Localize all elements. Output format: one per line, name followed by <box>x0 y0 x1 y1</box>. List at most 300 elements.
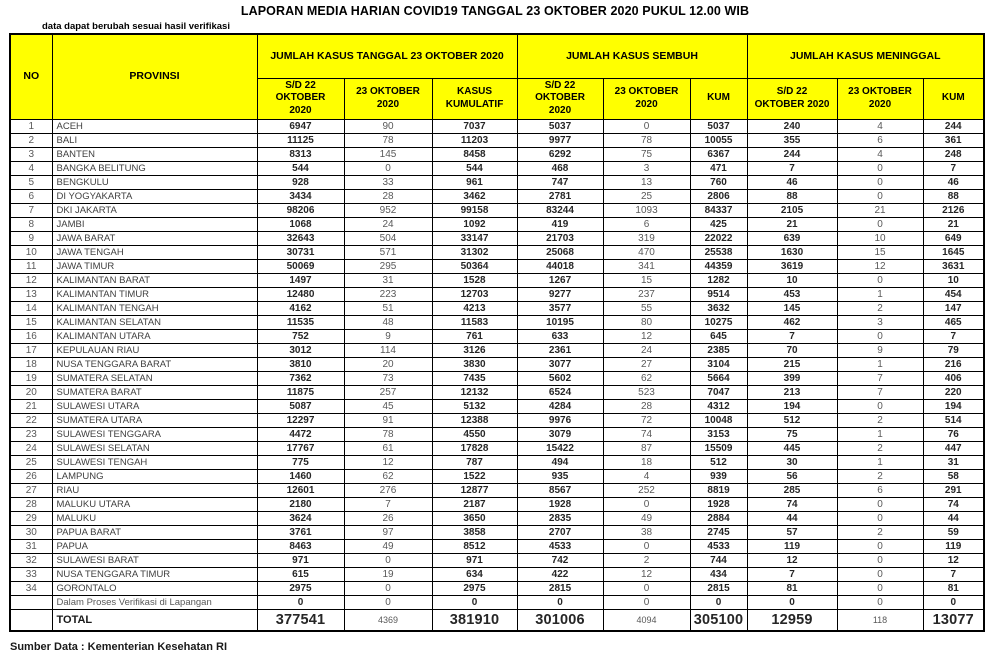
value-cell: 0 <box>690 595 747 609</box>
value-cell: 4312 <box>690 399 747 413</box>
value-cell: 761 <box>432 329 517 343</box>
province-cell: KALIMANTAN TIMUR <box>52 287 257 301</box>
value-cell: 74 <box>603 427 690 441</box>
value-cell: 147 <box>923 301 984 315</box>
value-cell: 285 <box>747 483 837 497</box>
value-cell: 465 <box>923 315 984 329</box>
value-cell: 44018 <box>517 259 603 273</box>
value-cell: 21703 <box>517 231 603 245</box>
province-cell: SULAWESI UTARA <box>52 399 257 413</box>
value-cell: 7 <box>837 385 923 399</box>
value-cell: 2815 <box>690 581 747 595</box>
value-cell: 9 <box>837 343 923 357</box>
value-cell: 7037 <box>432 119 517 133</box>
no-cell: 5 <box>10 175 52 189</box>
value-cell: 59 <box>923 525 984 539</box>
value-cell: 512 <box>690 455 747 469</box>
page-title: LAPORAN MEDIA HARIAN COVID19 TANGGAL 23 OKTOBER 2020 PUKUL 12.00 WIB <box>240 4 750 18</box>
province-cell: KALIMANTAN UTARA <box>52 329 257 343</box>
value-cell: 4162 <box>257 301 344 315</box>
value-cell: 10275 <box>690 315 747 329</box>
value-cell: 2 <box>837 469 923 483</box>
value-cell: 1928 <box>690 497 747 511</box>
value-cell: 216 <box>923 357 984 371</box>
province-row <box>10 301 984 315</box>
value-cell: 4550 <box>432 427 517 441</box>
value-cell: 775 <box>257 455 344 469</box>
value-cell: 1 <box>837 357 923 371</box>
province-row <box>10 329 984 343</box>
value-cell: 341 <box>603 259 690 273</box>
value-cell: 11203 <box>432 133 517 147</box>
value-cell: 215 <box>747 357 837 371</box>
subheader-meninggal-hari: 23 OKTOBER 2020 <box>837 78 923 119</box>
no-cell: 3 <box>10 147 52 161</box>
province-row <box>10 497 984 511</box>
value-cell: 25068 <box>517 245 603 259</box>
value-cell: 62 <box>344 469 432 483</box>
value-cell: 5664 <box>690 371 747 385</box>
value-cell: 5037 <box>517 119 603 133</box>
province-row <box>10 581 984 595</box>
value-cell: 2707 <box>517 525 603 539</box>
value-cell: 4533 <box>517 539 603 553</box>
value-cell: 4 <box>837 147 923 161</box>
value-cell: 645 <box>690 329 747 343</box>
value-cell: 70 <box>747 343 837 357</box>
value-cell: 38 <box>603 525 690 539</box>
value-cell: 30731 <box>257 245 344 259</box>
value-cell: 787 <box>432 455 517 469</box>
value-cell: 752 <box>257 329 344 343</box>
no-cell: 19 <box>10 371 52 385</box>
value-cell: 0 <box>603 595 690 609</box>
value-cell: 7362 <box>257 371 344 385</box>
value-cell: 12 <box>344 455 432 469</box>
value-cell: 381910 <box>432 609 517 631</box>
province-row <box>10 161 984 175</box>
province-row <box>10 175 984 189</box>
value-cell: 453 <box>747 287 837 301</box>
province-cell: BANGKA BELITUNG <box>52 161 257 175</box>
value-cell: 1068 <box>257 217 344 231</box>
value-cell: 10 <box>923 273 984 287</box>
value-cell: 3153 <box>690 427 747 441</box>
value-cell: 12 <box>603 329 690 343</box>
value-cell: 81 <box>923 581 984 595</box>
no-cell: 1 <box>10 119 52 133</box>
value-cell: 12 <box>747 553 837 567</box>
value-cell: 78 <box>344 427 432 441</box>
value-cell: 1267 <box>517 273 603 287</box>
value-cell: 6 <box>837 133 923 147</box>
value-cell: 12480 <box>257 287 344 301</box>
value-cell: 12601 <box>257 483 344 497</box>
value-cell: 4 <box>837 119 923 133</box>
value-cell: 12 <box>837 259 923 273</box>
value-cell: 0 <box>344 553 432 567</box>
province-cell: SULAWESI TENGGARA <box>52 427 257 441</box>
value-cell: 80 <box>603 315 690 329</box>
no-cell: 27 <box>10 483 52 497</box>
value-cell: 454 <box>923 287 984 301</box>
verification-note: data dapat berubah sesuai hasil verifikasi <box>42 21 230 32</box>
value-cell: 10 <box>747 273 837 287</box>
value-cell: 0 <box>603 497 690 511</box>
value-cell: 15 <box>603 273 690 287</box>
value-cell: 2781 <box>517 189 603 203</box>
value-cell: 50364 <box>432 259 517 273</box>
value-cell: 6292 <box>517 147 603 161</box>
value-cell: 5132 <box>432 399 517 413</box>
value-cell: 952 <box>344 203 432 217</box>
value-cell: 939 <box>690 469 747 483</box>
province-row <box>10 189 984 203</box>
value-cell: 6367 <box>690 147 747 161</box>
value-cell: 0 <box>837 217 923 231</box>
province-cell: JAWA TENGAH <box>52 245 257 259</box>
value-cell: 3434 <box>257 189 344 203</box>
value-cell: 26 <box>344 511 432 525</box>
province-row <box>10 119 984 133</box>
value-cell: 31 <box>344 273 432 287</box>
value-cell: 742 <box>517 553 603 567</box>
column-header-provinsi: PROVINSI <box>52 34 257 119</box>
province-cell: Dalam Proses Verifikasi di Lapangan <box>52 595 257 609</box>
value-cell: 49 <box>344 539 432 553</box>
value-cell: 11583 <box>432 315 517 329</box>
value-cell: 4369 <box>344 609 432 631</box>
province-row <box>10 567 984 581</box>
group-header-kasus: JUMLAH KASUS TANGGAL 23 OKTOBER 2020 <box>257 34 517 78</box>
value-cell: 28 <box>603 399 690 413</box>
value-cell: 971 <box>257 553 344 567</box>
value-cell: 83244 <box>517 203 603 217</box>
value-cell: 24 <box>344 217 432 231</box>
value-cell: 0 <box>603 539 690 553</box>
value-cell: 213 <box>747 385 837 399</box>
province-row <box>10 539 984 553</box>
province-cell: KALIMANTAN TENGAH <box>52 301 257 315</box>
value-cell: 11125 <box>257 133 344 147</box>
value-cell: 760 <box>690 175 747 189</box>
value-cell: 2 <box>837 441 923 455</box>
value-cell: 445 <box>747 441 837 455</box>
value-cell: 935 <box>517 469 603 483</box>
value-cell: 447 <box>923 441 984 455</box>
column-header-no: NO <box>10 34 52 119</box>
value-cell: 2 <box>837 301 923 315</box>
value-cell: 51 <box>344 301 432 315</box>
value-cell: 9277 <box>517 287 603 301</box>
subheader-meninggal-sd: S/D 22 OKTOBER 2020 <box>747 78 837 119</box>
value-cell: 0 <box>344 581 432 595</box>
no-cell: 6 <box>10 189 52 203</box>
value-cell: 98206 <box>257 203 344 217</box>
value-cell: 319 <box>603 231 690 245</box>
province-row <box>10 343 984 357</box>
value-cell: 0 <box>837 553 923 567</box>
value-cell: 0 <box>603 119 690 133</box>
value-cell: 2 <box>837 525 923 539</box>
value-cell: 0 <box>257 595 344 609</box>
value-cell: 544 <box>257 161 344 175</box>
value-cell: 1645 <box>923 245 984 259</box>
value-cell: 0 <box>837 511 923 525</box>
covid-report-table <box>9 33 985 632</box>
province-cell: KALIMANTAN SELATAN <box>52 315 257 329</box>
value-cell: 419 <box>517 217 603 231</box>
province-cell: ACEH <box>52 119 257 133</box>
value-cell: 2975 <box>432 581 517 595</box>
province-cell: SUMATERA BARAT <box>52 385 257 399</box>
value-cell: 3830 <box>432 357 517 371</box>
province-row <box>10 413 984 427</box>
value-cell: 3624 <box>257 511 344 525</box>
value-cell: 55 <box>603 301 690 315</box>
value-cell: 11875 <box>257 385 344 399</box>
value-cell: 17828 <box>432 441 517 455</box>
no-cell: 29 <box>10 511 52 525</box>
subheader-kasus-hari: 23 OKTOBER 2020 <box>344 78 432 119</box>
value-cell: 12297 <box>257 413 344 427</box>
value-cell: 74 <box>923 497 984 511</box>
value-cell: 504 <box>344 231 432 245</box>
no-cell: 33 <box>10 567 52 581</box>
value-cell: 0 <box>837 399 923 413</box>
value-cell: 571 <box>344 245 432 259</box>
subheader-kasus-sd: S/D 22 OKTOBER 2020 <box>257 78 344 119</box>
province-cell: JAWA BARAT <box>52 231 257 245</box>
value-cell: 8512 <box>432 539 517 553</box>
province-row <box>10 315 984 329</box>
value-cell: 7 <box>923 329 984 343</box>
province-row <box>10 133 984 147</box>
value-cell: 544 <box>432 161 517 175</box>
value-cell: 3 <box>603 161 690 175</box>
value-cell: 0 <box>344 595 432 609</box>
value-cell: 18 <box>603 455 690 469</box>
subheader-kasus-kumulatif: KASUS KUMULATIF <box>432 78 517 119</box>
value-cell: 30 <box>747 455 837 469</box>
province-cell: SULAWESI SELATAN <box>52 441 257 455</box>
province-row <box>10 399 984 413</box>
value-cell: 118 <box>837 609 923 631</box>
value-cell: 12703 <box>432 287 517 301</box>
value-cell: 422 <box>517 567 603 581</box>
value-cell: 44 <box>923 511 984 525</box>
value-cell: 276 <box>344 483 432 497</box>
value-cell: 7 <box>747 329 837 343</box>
value-cell: 25 <box>603 189 690 203</box>
value-cell: 145 <box>344 147 432 161</box>
value-cell: 10055 <box>690 133 747 147</box>
value-cell: 3858 <box>432 525 517 539</box>
value-cell: 223 <box>344 287 432 301</box>
value-cell: 19 <box>344 567 432 581</box>
value-cell: 97 <box>344 525 432 539</box>
value-cell: 9 <box>344 329 432 343</box>
value-cell: 0 <box>837 595 923 609</box>
value-cell: 512 <box>747 413 837 427</box>
value-cell: 4533 <box>690 539 747 553</box>
value-cell: 471 <box>690 161 747 175</box>
value-cell: 3126 <box>432 343 517 357</box>
value-cell: 91 <box>344 413 432 427</box>
value-cell: 8313 <box>257 147 344 161</box>
value-cell: 244 <box>923 119 984 133</box>
value-cell: 10195 <box>517 315 603 329</box>
value-cell: 8567 <box>517 483 603 497</box>
value-cell: 50069 <box>257 259 344 273</box>
value-cell: 194 <box>747 399 837 413</box>
province-row <box>10 427 984 441</box>
value-cell: 523 <box>603 385 690 399</box>
value-cell: 5087 <box>257 399 344 413</box>
province-cell: BALI <box>52 133 257 147</box>
value-cell: 257 <box>344 385 432 399</box>
value-cell: 20 <box>344 357 432 371</box>
value-cell: 12 <box>603 567 690 581</box>
no-cell: 14 <box>10 301 52 315</box>
no-cell: 23 <box>10 427 52 441</box>
value-cell: 61 <box>344 441 432 455</box>
value-cell: 76 <box>923 427 984 441</box>
value-cell: 7047 <box>690 385 747 399</box>
value-cell: 145 <box>747 301 837 315</box>
value-cell: 7435 <box>432 371 517 385</box>
value-cell: 81 <box>747 581 837 595</box>
no-cell: 30 <box>10 525 52 539</box>
value-cell: 295 <box>344 259 432 273</box>
value-cell: 56 <box>747 469 837 483</box>
value-cell: 7 <box>923 567 984 581</box>
value-cell: 0 <box>432 595 517 609</box>
province-row <box>10 245 984 259</box>
no-cell: 18 <box>10 357 52 371</box>
value-cell: 2 <box>603 553 690 567</box>
value-cell: 84337 <box>690 203 747 217</box>
value-cell: 99158 <box>432 203 517 217</box>
no-cell: 13 <box>10 287 52 301</box>
value-cell: 0 <box>603 581 690 595</box>
province-row <box>10 385 984 399</box>
province-row <box>10 525 984 539</box>
province-cell: LAMPUNG <box>52 469 257 483</box>
value-cell: 24 <box>603 343 690 357</box>
value-cell: 0 <box>837 567 923 581</box>
value-cell: 32643 <box>257 231 344 245</box>
value-cell: 4 <box>603 469 690 483</box>
value-cell: 0 <box>837 161 923 175</box>
value-cell: 45 <box>344 399 432 413</box>
no-cell: 4 <box>10 161 52 175</box>
value-cell: 0 <box>837 329 923 343</box>
value-cell: 33147 <box>432 231 517 245</box>
province-cell: NUSA TENGGARA BARAT <box>52 357 257 371</box>
value-cell: 3619 <box>747 259 837 273</box>
value-cell: 361 <box>923 133 984 147</box>
province-cell: SULAWESI BARAT <box>52 553 257 567</box>
value-cell: 2105 <box>747 203 837 217</box>
province-row <box>10 469 984 483</box>
value-cell: 2815 <box>517 581 603 595</box>
value-cell: 88 <box>923 189 984 203</box>
province-row <box>10 357 984 371</box>
value-cell: 27 <box>603 357 690 371</box>
value-cell: 2745 <box>690 525 747 539</box>
value-cell: 15 <box>837 245 923 259</box>
value-cell: 9976 <box>517 413 603 427</box>
province-row <box>10 553 984 567</box>
value-cell: 470 <box>603 245 690 259</box>
province-cell: RIAU <box>52 483 257 497</box>
value-cell: 21 <box>837 203 923 217</box>
value-cell: 7 <box>344 497 432 511</box>
value-cell: 79 <box>923 343 984 357</box>
value-cell: 88 <box>747 189 837 203</box>
province-cell: DKI JAKARTA <box>52 203 257 217</box>
value-cell: 73 <box>344 371 432 385</box>
no-cell: 26 <box>10 469 52 483</box>
value-cell: 747 <box>517 175 603 189</box>
value-cell: 2975 <box>257 581 344 595</box>
value-cell: 3 <box>837 315 923 329</box>
value-cell: 57 <box>747 525 837 539</box>
province-row <box>10 483 984 497</box>
value-cell: 9514 <box>690 287 747 301</box>
value-cell: 2835 <box>517 511 603 525</box>
value-cell: 1522 <box>432 469 517 483</box>
value-cell: 1093 <box>603 203 690 217</box>
value-cell: 3650 <box>432 511 517 525</box>
value-cell: 406 <box>923 371 984 385</box>
no-cell: 8 <box>10 217 52 231</box>
value-cell: 468 <box>517 161 603 175</box>
no-cell <box>10 609 52 631</box>
province-cell: PAPUA BARAT <box>52 525 257 539</box>
value-cell: 12132 <box>432 385 517 399</box>
total-row <box>10 609 984 631</box>
province-cell: SUMATERA SELATAN <box>52 371 257 385</box>
subheader-sembuh-sd: S/D 22 OKTOBER 2020 <box>517 78 603 119</box>
province-cell: BENGKULU <box>52 175 257 189</box>
no-cell: 25 <box>10 455 52 469</box>
value-cell: 1 <box>837 455 923 469</box>
value-cell: 1 <box>837 287 923 301</box>
province-cell: MALUKU <box>52 511 257 525</box>
province-row <box>10 259 984 273</box>
value-cell: 3810 <box>257 357 344 371</box>
value-cell: 0 <box>517 595 603 609</box>
value-cell: 2180 <box>257 497 344 511</box>
value-cell: 46 <box>923 175 984 189</box>
value-cell: 7 <box>837 371 923 385</box>
value-cell: 8819 <box>690 483 747 497</box>
province-cell: GORONTALO <box>52 581 257 595</box>
value-cell: 28 <box>344 189 432 203</box>
province-row <box>10 147 984 161</box>
value-cell: 58 <box>923 469 984 483</box>
value-cell: 1 <box>837 427 923 441</box>
value-cell: 11535 <box>257 315 344 329</box>
province-cell: JAMBI <box>52 217 257 231</box>
province-row <box>10 231 984 245</box>
data-source-note: Sumber Data : Kementerian Kesehatan RI <box>10 641 228 653</box>
value-cell: 3631 <box>923 259 984 273</box>
value-cell: 75 <box>747 427 837 441</box>
no-cell: 28 <box>10 497 52 511</box>
